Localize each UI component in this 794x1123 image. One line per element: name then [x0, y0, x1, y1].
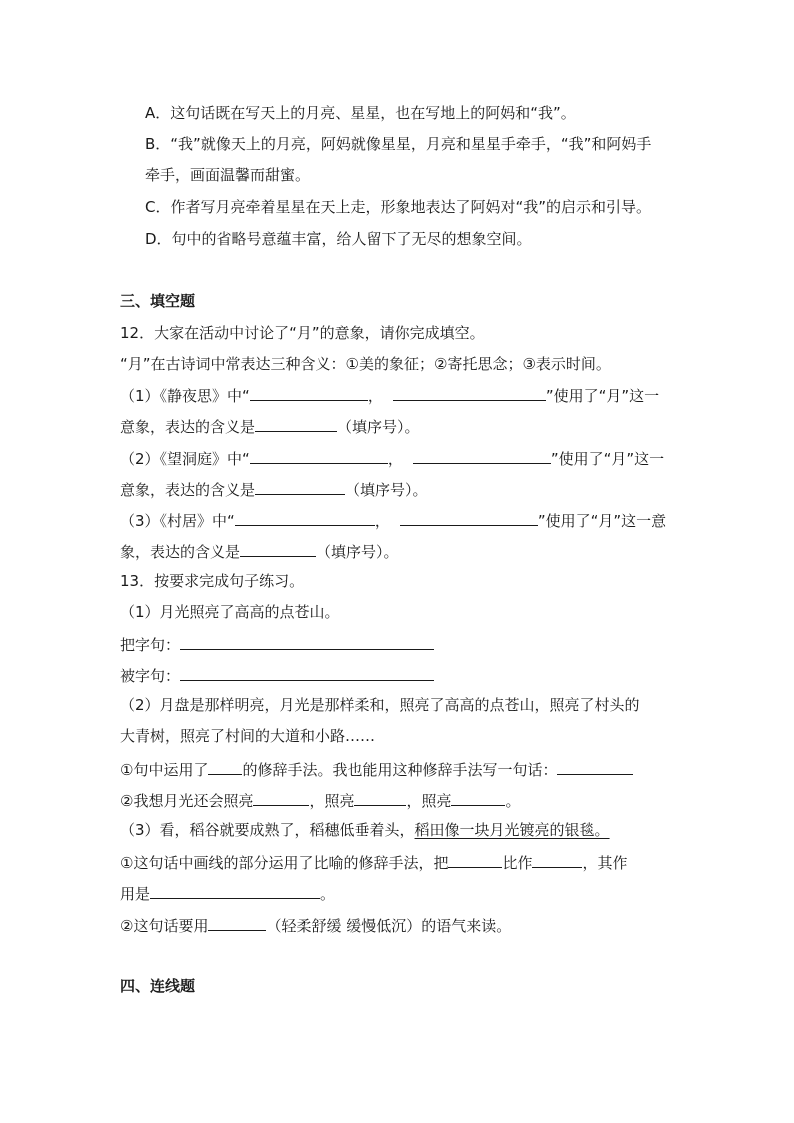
- rhetoric-blank[interactable]: [208, 758, 242, 775]
- q12-stem: 12．大家在活动中讨论了“月”的意象，请你完成填空。: [120, 324, 485, 342]
- q12-p2-meaning-label: 意象，表达的含义是: [120, 481, 256, 499]
- q12-p2-prefix: （2）《望洞庭》中“: [120, 450, 250, 468]
- q12-part1-line2: [120, 415, 420, 437]
- q12-part3-line2: [120, 540, 399, 562]
- moonlight-middle-1: ，照亮: [309, 792, 355, 810]
- bei-sentence-row: [120, 664, 434, 686]
- q13-s3-question2: [120, 914, 511, 936]
- option-b-line1: B．“我”就像天上的月亮，阿妈就像星星，月亮和星星手牵手，“我”和阿妈手: [145, 135, 652, 153]
- moonlight-prefix: ②我想月光还会照亮: [120, 792, 254, 810]
- q12-p1-hint: （填序号）。: [337, 418, 420, 436]
- q12-p3-meaning-label: 象，表达的含义是: [120, 543, 241, 561]
- q13-s3-question1-line1: [120, 851, 627, 873]
- section-title-matching: 四、连线题: [120, 977, 196, 995]
- q12-p3-suffix: ”使用了“月”这一意: [537, 512, 667, 530]
- blank-meaning-number[interactable]: [255, 415, 337, 432]
- metaphor-tenor-blank[interactable]: [448, 851, 502, 868]
- ba-sentence-row: [120, 633, 434, 655]
- q12-p1-meaning-label: 意象，表达的含义是: [120, 418, 256, 436]
- comma: ，: [387, 450, 403, 468]
- moonlight-middle-2: ，照亮: [406, 792, 452, 810]
- option-a: A．这句话既在写天上的月亮、星星，也在写地上的阿妈和“我”。: [145, 104, 576, 122]
- comma: ，: [374, 512, 390, 530]
- q13-s2-question1: [120, 758, 633, 780]
- blank-meaning-number[interactable]: [255, 478, 345, 495]
- tone-question-prefix: ②这句话要用: [120, 917, 209, 935]
- moonlight-blank-2[interactable]: [354, 789, 406, 806]
- q12-part2-line1: [120, 447, 664, 469]
- moonlight-end: 。: [505, 792, 521, 810]
- q12-intro: “月”在古诗词中常表达三种含义：①美的象征；②寄托思念；③表示时间。: [120, 355, 611, 373]
- ba-sentence-label: 把字句：: [120, 636, 181, 654]
- q13-sentence2-line1: （2）月盘是那样明亮，月光是那样柔和，照亮了高高的点苍山，照亮了村头的: [120, 696, 640, 714]
- option-d: D．句中的省略号意蕴丰富，给人留下了无尽的想象空间。: [145, 230, 532, 248]
- q13-sentence3: [120, 820, 610, 840]
- comma: ，: [367, 387, 383, 405]
- q12-p3-hint: （填序号）。: [316, 543, 399, 561]
- blank-poem-line-2[interactable]: [413, 447, 551, 464]
- q13-s3-text: （3）看，稻谷就要成熟了，稻穗低垂着头，: [120, 821, 415, 839]
- bei-sentence-blank[interactable]: [180, 664, 434, 681]
- tone-blank[interactable]: [208, 914, 266, 931]
- moonlight-blank-3[interactable]: [451, 789, 505, 806]
- q13-s2-question2: [120, 789, 521, 811]
- metaphor-function-label: ，其作: [582, 854, 628, 872]
- metaphor-function-label-2: 用是: [120, 885, 151, 903]
- q12-part3-line1: [120, 509, 666, 531]
- q13-s3-question1-line2: [120, 882, 335, 904]
- q13-sentence1: （1）月光照亮了高高的点苍山。: [120, 603, 340, 621]
- metaphor-vehicle-blank[interactable]: [532, 851, 582, 868]
- q12-p2-hint: （填序号）。: [345, 481, 428, 499]
- metaphor-question-prefix: ①这句话中画线的部分运用了比喻的修辞手法，把: [120, 854, 449, 872]
- q12-p1-prefix: （1）《静夜思》中“: [120, 387, 250, 405]
- blank-poem-line-2[interactable]: [393, 384, 546, 401]
- q12-part2-line2: [120, 478, 428, 500]
- rhetoric-question-prefix: ①句中运用了: [120, 761, 209, 779]
- blank-poem-line-1[interactable]: [250, 447, 388, 464]
- bei-sentence-label: 被字句：: [120, 667, 181, 685]
- q12-p3-prefix: （3）《村居》中“: [120, 512, 235, 530]
- moonlight-blank-1[interactable]: [253, 789, 309, 806]
- underlined-phrase: 稻田像一块月光镀亮的银毯。: [414, 821, 610, 839]
- blank-meaning-number[interactable]: [240, 540, 316, 557]
- period: 。: [320, 885, 336, 903]
- ba-sentence-blank[interactable]: [180, 633, 434, 650]
- q13-sentence2-line2: 大青树，照亮了村间的大道和小路……: [120, 727, 376, 745]
- tone-options: （轻柔舒缓 缓慢低沉）的语气来读。: [266, 917, 512, 935]
- section-title-fill-blank: 三、填空题: [120, 292, 196, 310]
- own-sentence-blank[interactable]: [557, 758, 633, 775]
- blank-poem-line-1[interactable]: [235, 509, 375, 526]
- blank-poem-line-1[interactable]: [250, 384, 368, 401]
- metaphor-compare-label: 比作: [502, 854, 533, 872]
- q13-stem: 13．按要求完成句子练习。: [120, 572, 305, 590]
- q12-p1-suffix: ”使用了“月”这一: [545, 387, 660, 405]
- option-b-line2: 牵手，画面温馨而甜蜜。: [145, 166, 311, 184]
- option-c: C．作者写月亮牵着星星在天上走，形象地表达了阿妈对“我”的启示和引导。: [145, 198, 652, 216]
- blank-poem-line-2[interactable]: [400, 509, 538, 526]
- q12-p2-suffix: ”使用了“月”这一: [550, 450, 665, 468]
- metaphor-function-blank[interactable]: [150, 882, 320, 899]
- rhetoric-question-middle: 的修辞手法。我也能用这种修辞手法写一句话：: [242, 761, 558, 779]
- q12-part1-line1: [120, 384, 659, 406]
